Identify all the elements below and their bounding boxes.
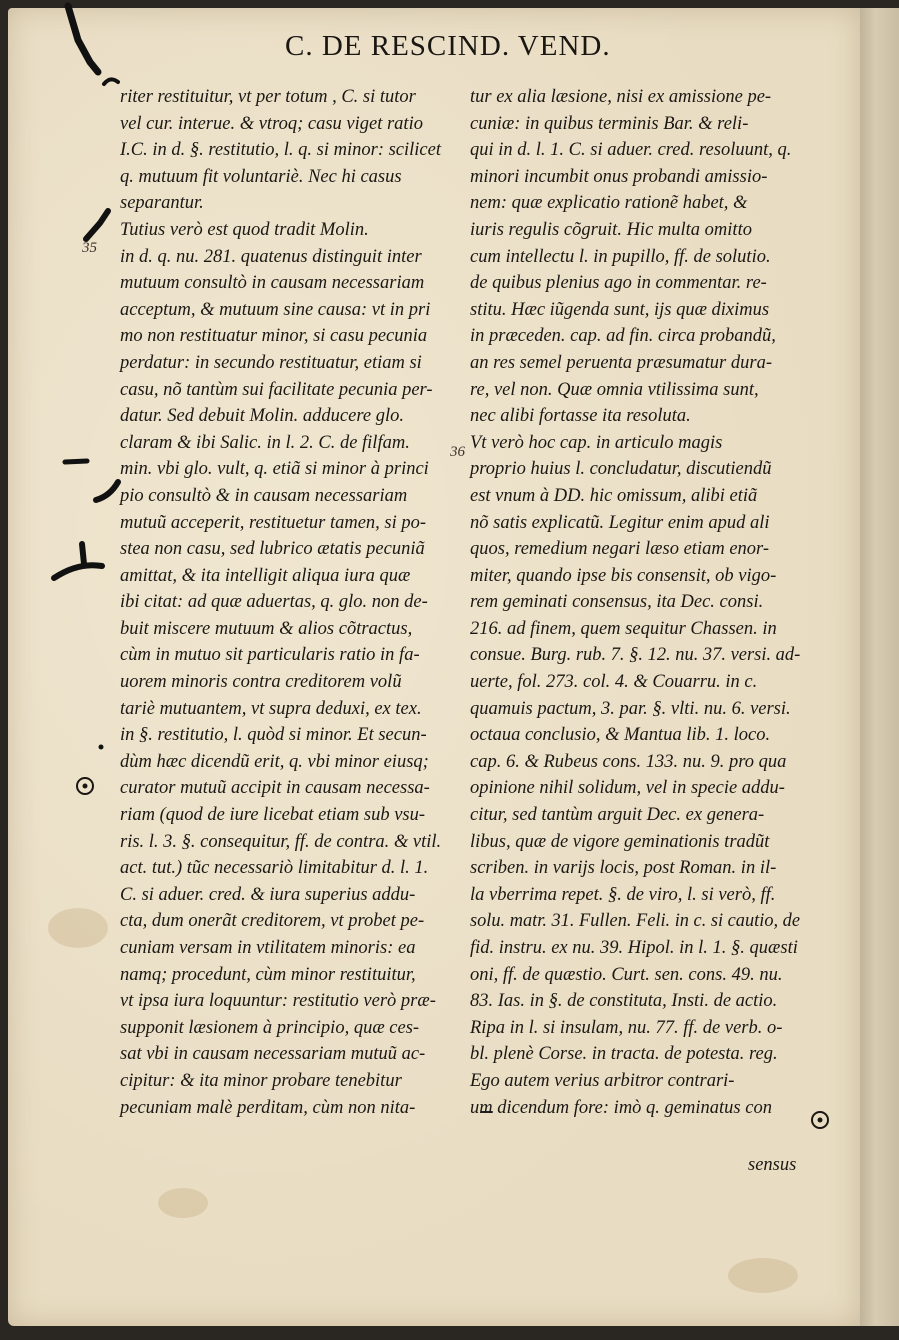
text-line: q. mutuum fit voluntariè. Nec hi casus — [120, 166, 402, 187]
ink-bracket-top-mark — [60, 0, 120, 110]
text-line: scriben. in varijs locis, post Roman. in il- — [470, 858, 777, 879]
text-line: consue. Burg. rub. 7. §. 12. nu. 37. versi. ad- — [470, 645, 801, 666]
margin-circle-symbol-right — [809, 1109, 831, 1131]
text-line: casu, nõ tantùm sui facilitate pecunia per- — [120, 379, 433, 400]
text-line: riter restituitur, vt per totum , C. si tutor — [120, 87, 416, 107]
text-line: nec alibi fortasse ita resoluta. — [470, 406, 691, 427]
text-line: Ego autem verius arbitror contrari- — [470, 1070, 735, 1091]
text-line: bl. plenè Corse. in tracta. de potesta. reg. — [470, 1044, 778, 1065]
text-line: namq; procedunt, cùm minor restituitur, — [120, 964, 416, 985]
text-line: supponit læsionem à principio, quæ ces- — [120, 1017, 420, 1038]
ink-bracket-mark-35 — [80, 205, 120, 245]
text-line: buit miscere mutuum & alios cõtractus, — [120, 618, 413, 639]
text-line: cuniæ: in quibus terminis Bar. & reli- — [470, 113, 749, 134]
right-text-column — [470, 84, 800, 1121]
text-line: Ripa in l. si insulam, nu. 77. ff. de verb. o- — [470, 1017, 783, 1038]
text-line: citur, sed tantùm arguit Dec. ex genera- — [470, 805, 765, 826]
text-line: la vberrima repet. §. de viro, l. si verò, ff. — [470, 884, 776, 905]
adjacent-page-edge — [860, 8, 899, 1326]
text-line: curator mutuũ accipit in causam necessa- — [120, 778, 430, 799]
text-line: cùm in mutuo sit particularis ratio in fa- — [120, 645, 420, 666]
ink-cross-mark — [48, 540, 108, 590]
text-line: est vnum à DD. hic omissum, alibi etiã — [470, 485, 758, 506]
text-line: claram & ibi Salic. in l. 2. C. de filfam. — [120, 432, 410, 453]
text-line: acceptum, & mutuum sine causa: vt in pri — [120, 299, 431, 320]
text-line: in præceden. cap. ad fin. circa probandũ, — [470, 326, 776, 347]
text-line: mutuum consultò in causam necessariam — [120, 273, 425, 294]
text-line: datur. Sed debuit Molin. adducere glo. — [120, 406, 404, 427]
text-line: amittat, & ita intelligit aliqua iura quæ — [120, 565, 411, 586]
ink-dot-mark — [96, 742, 106, 752]
left-text-column — [120, 84, 450, 1121]
text-line: solu. matr. 31. Fullen. Feli. in c. si cautio, de — [470, 911, 800, 932]
text-line: in §. restitutio, l. quòd si minor. Et secun- — [120, 725, 427, 746]
text-line: re, vel non. Quæ omnia vtilissima sunt, — [470, 379, 759, 400]
text-line: um dicendum fore: imò q. geminatus con — [470, 1097, 772, 1118]
text-line: vel cur. interue. & vtroq; casu viget ratio — [120, 113, 423, 134]
text-line: cta, dum onerãt creditorem, vt probet pe- — [120, 911, 425, 932]
text-line: dùm hæc dicendũ erit, q. vbi minor eiusq; — [120, 751, 429, 772]
text-line: uorem minoris contra creditorem volũ — [120, 672, 402, 693]
text-line: oni, ff. de quæstio. Curt. sen. cons. 49. nu. — [470, 964, 783, 985]
catchword: sensus — [748, 1155, 797, 1175]
text-line: qui in d. l. 1. C. si aduer. cred. resoluunt, q. — [470, 140, 792, 161]
text-line: C. si aduer. cred. & iura superius addu- — [120, 884, 416, 905]
text-line: quos, remedium negari læso etiam enor- — [470, 539, 770, 560]
text-line: an res semel peruenta præsumatur dura- — [470, 352, 772, 373]
text-line: fid. instru. ex nu. 39. Hipol. in l. 1. §. quæsti — [470, 938, 798, 958]
text-line: nõ satis explicatũ. Legitur enim apud ali — [470, 512, 770, 533]
text-line: de quibus plenius ago in commentar. re- — [470, 273, 767, 294]
text-line: libus, quæ de vigore geminationis tradũt — [470, 831, 770, 852]
text-line: 83. Ias. in §. de constituta, Insti. de actio. — [470, 991, 778, 1012]
text-line: min. vbi glo. vult, q. etiã si minor à princi — [120, 459, 429, 480]
text-line: tur ex alia læsione, nisi ex amissione pe- — [470, 87, 772, 107]
text-line: miter, quando ipse bis consensit, ob vigo- — [470, 565, 777, 586]
text-line: opinione nihil solidum, vel in specie addu- — [470, 778, 785, 799]
text-line: perdatur: in secundo restituatur, etiam si — [120, 352, 422, 373]
text-line: uerte, fol. 273. col. 4. & Couarru. in c. — [470, 672, 758, 693]
text-line: act. tut.) tũc necessariò limitabitur d. l. 1. — [120, 858, 429, 879]
text-line: octaua conclusio, & Mantua lib. 1. loco. — [470, 725, 771, 746]
text-line: quamuis pactum, 3. par. §. vlti. nu. 6. versi. — [470, 698, 791, 719]
text-line: nem: quæ explicatio rationẽ habet, & — [470, 193, 748, 214]
text-line: cuniam versam in vtilitatem minoris: ea — [120, 938, 416, 958]
text-line: pio consultò & in causam necessariam — [120, 485, 408, 506]
text-line: cum intellectu l. in pupillo, ff. de solutio. — [470, 246, 771, 267]
text-line: Tutius verò est quod tradit Molin. — [120, 219, 369, 240]
margin-circle-symbol-left — [74, 775, 96, 797]
text-line: rem geminati consensus, ita Dec. consi. — [470, 592, 764, 613]
text-line: tariè mutuantem, vt supra deduxi, ex tex. — [120, 698, 422, 719]
text-line: minori incumbit onus probandi amissio- — [470, 166, 768, 187]
text-line: riam (quod de iure licebat etiam sub vsu- — [120, 805, 426, 826]
text-line: vt ipsa iura loquuntur: restitutio verò præ- — [120, 991, 436, 1012]
text-line: iuris regulis cõgruit. Hic multa omitto — [470, 219, 752, 240]
margin-number-35: 35 — [82, 240, 97, 256]
text-line: cipitur: & ita minor probare tenebitur — [120, 1070, 402, 1091]
running-head: C. DE RESCIND. VEND. — [285, 30, 611, 62]
text-line: stitu. Hæc iũgenda sunt, ijs quæ diximus — [470, 299, 770, 320]
ink-dash-mark — [62, 455, 92, 469]
text-line: in d. q. nu. 281. quatenus distinguit inter — [120, 246, 422, 267]
text-line: sat vbi in causam necessariam mutuũ ac- — [120, 1044, 426, 1065]
margin-number-36: 36 — [450, 444, 465, 460]
text-line: mo non restituatur minor, si casu pecunia — [120, 326, 428, 347]
text-line: Vt verò hoc cap. in articulo magis — [470, 432, 723, 453]
text-line: cap. 6. & Rubeus cons. 133. nu. 9. pro qua — [470, 751, 787, 772]
text-line: 216. ad finem, quem sequitur Chassen. in — [470, 618, 777, 639]
text-line: ibi citat: ad quæ aduertas, q. glo. non de- — [120, 592, 428, 613]
text-line: I.C. in d. §. restitutio, l. q. si minor: scilicet — [120, 140, 441, 161]
text-line: pecuniam malè perditam, cùm non nita- — [120, 1097, 416, 1118]
text-line: mutuũ acceperit, restituetur tamen, si po- — [120, 512, 427, 533]
text-line: separantur. — [120, 193, 204, 214]
text-line: proprio huius l. concludatur, discutiendũ — [470, 459, 772, 480]
text-line: stea non casu, sed lubrico ætatis pecuniã — [120, 539, 425, 560]
text-line: ris. l. 3. §. consequitur, ff. de contra. & vtil. — [120, 831, 442, 852]
